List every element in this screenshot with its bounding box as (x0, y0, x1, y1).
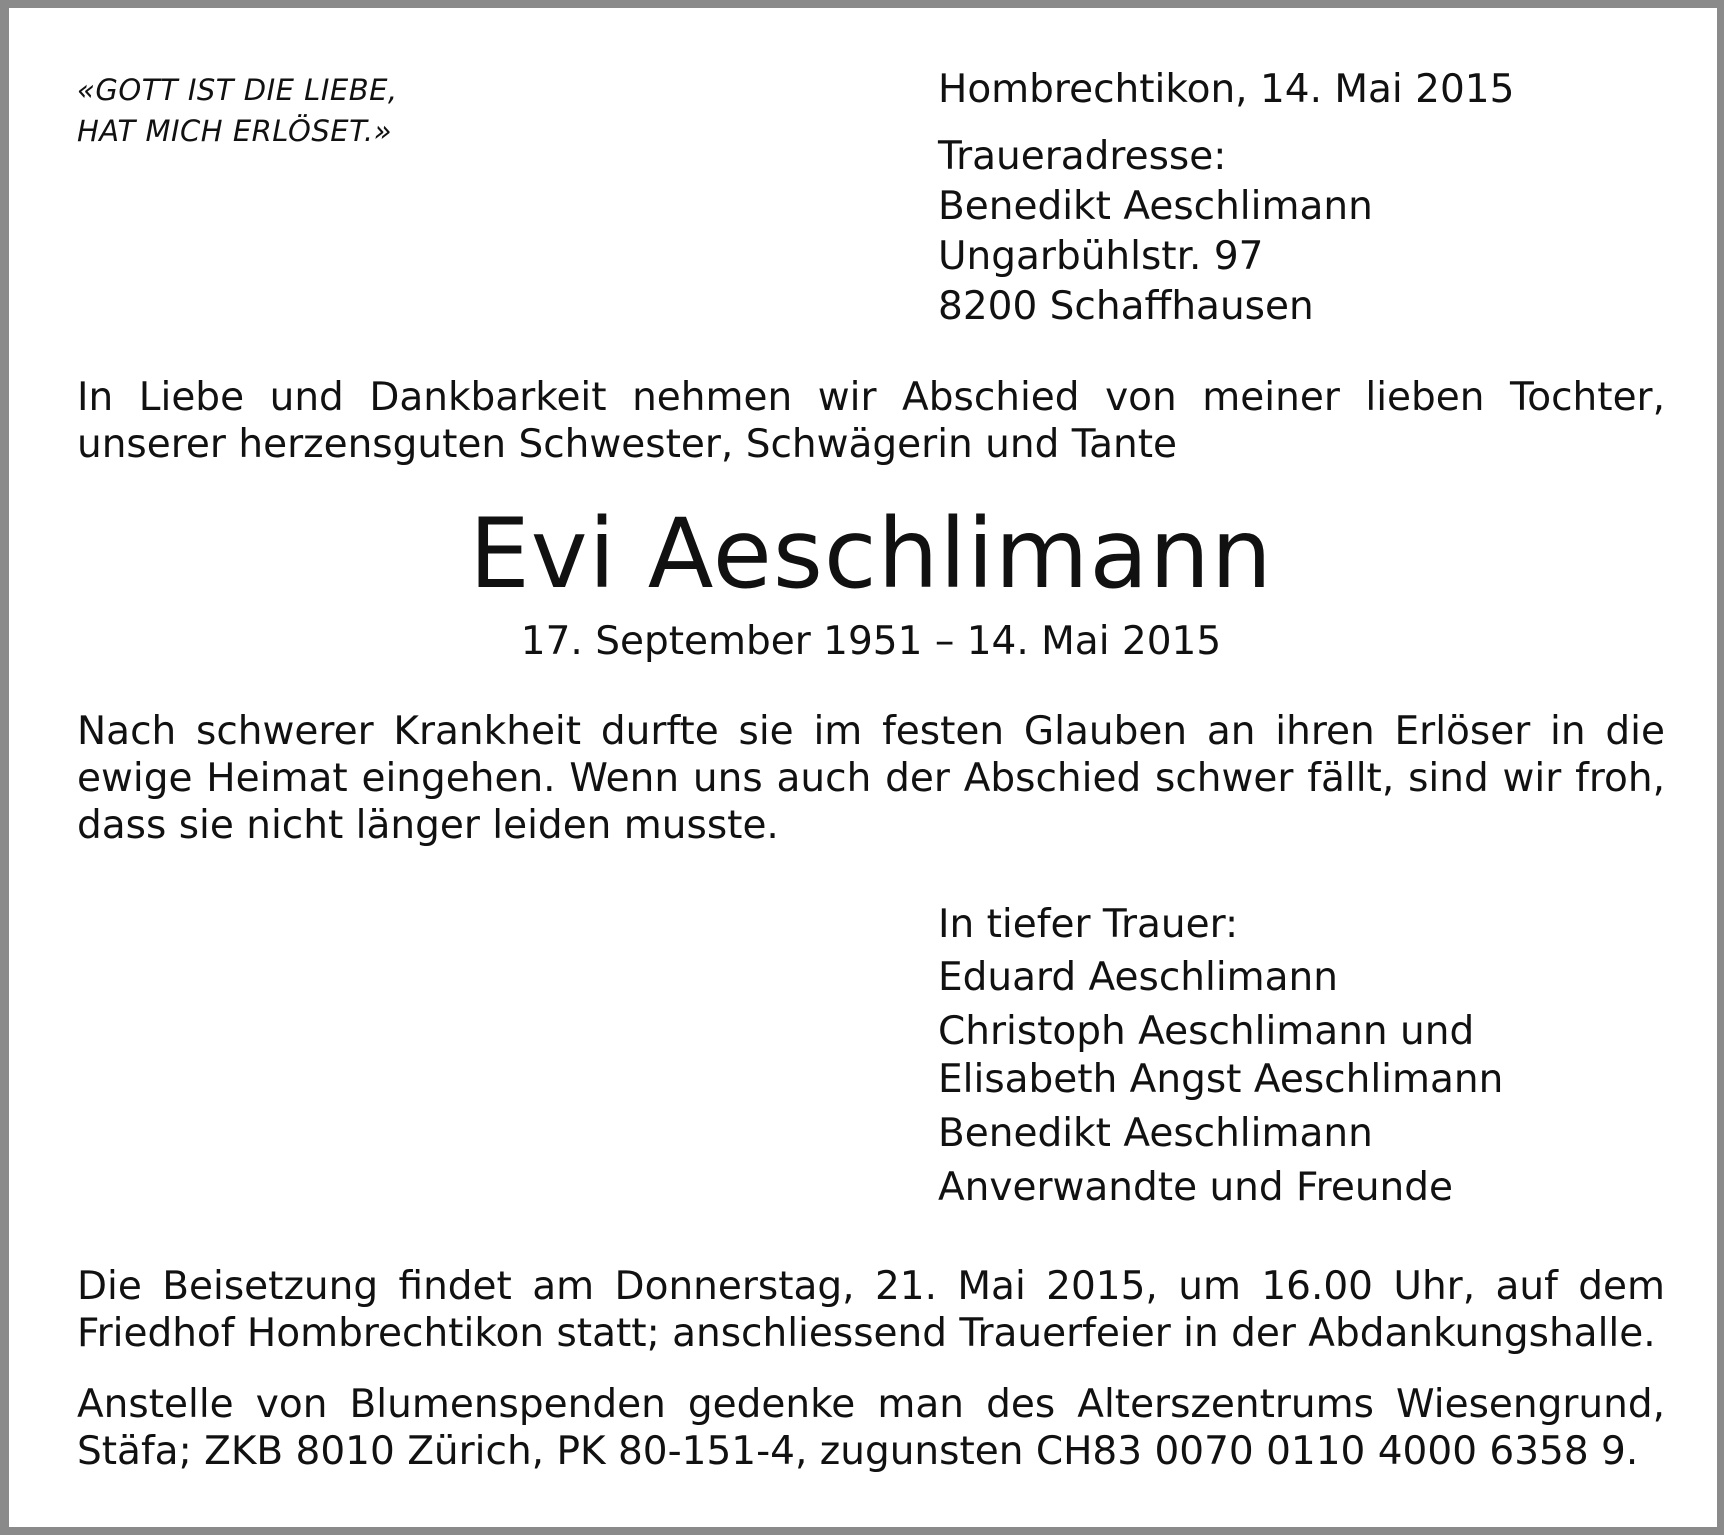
mourners-heading: In tiefer Trauer: (938, 902, 1239, 947)
motto (77, 70, 497, 152)
mourner-entry: Elisabeth Angst Aeschlimann (938, 1057, 1504, 1102)
mourner-entry: Christoph Aeschlimann und (938, 1009, 1475, 1054)
motto-line-1: «GOTT IST DIE LIEBE, (77, 73, 398, 107)
place-date: Hombrechtikon, 14. Mai 2015 (938, 67, 1515, 112)
body-text: Nach schwerer Krankheit durfte sie im festen Glauben an ihren Erlöser in die ewige Heimat eingehen. Wenn uns auch der Abschied schwer fällt, sind wir froh, dass sie nicht länger leiden musste. (77, 709, 1665, 848)
address-name: Benedikt Aeschlimann (938, 184, 1373, 229)
address-label: Traueradresse: (938, 134, 1227, 179)
donation-text: Anstelle von Blumenspenden gedenke man des Alterszentrums Wiesengrund, Stäfa; ZKB 8010 Zürich, PK 80-151-4, zugunsten CH83 0070 0110 4000 6358 9. (77, 1382, 1665, 1474)
deceased-name: Evi Aeschlimann (469, 498, 1273, 610)
address-city: 8200 Schaffhausen (938, 284, 1314, 329)
mourner-entry: Eduard Aeschlimann (938, 955, 1338, 1000)
intro-text: In Liebe und Dankbarkeit nehmen wir Abschied von meiner lieben Tochter, unserer herzensguten Schwester, Schwägerin und Tante (77, 375, 1665, 467)
mourner-entry: Benedikt Aeschlimann (938, 1111, 1373, 1156)
mourner-entry: Anverwandte und Freunde (938, 1165, 1453, 1210)
funeral-text: Die Beisetzung findet am Donnerstag, 21. Mai 2015, um 16.00 Uhr, auf dem Friedhof Hombrechtikon statt; anschliessend Trauerfeier in der Abdankungshalle. (77, 1264, 1665, 1356)
mourning-address (938, 132, 1373, 332)
motto-line-2: HAT MICH ERLÖSET.» (77, 114, 393, 148)
address-street: Ungarbühlstr. 97 (938, 234, 1264, 279)
lifespan: 17. September 1951 – 14. Mai 2015 (520, 619, 1222, 664)
mourners-list (938, 954, 1503, 1212)
